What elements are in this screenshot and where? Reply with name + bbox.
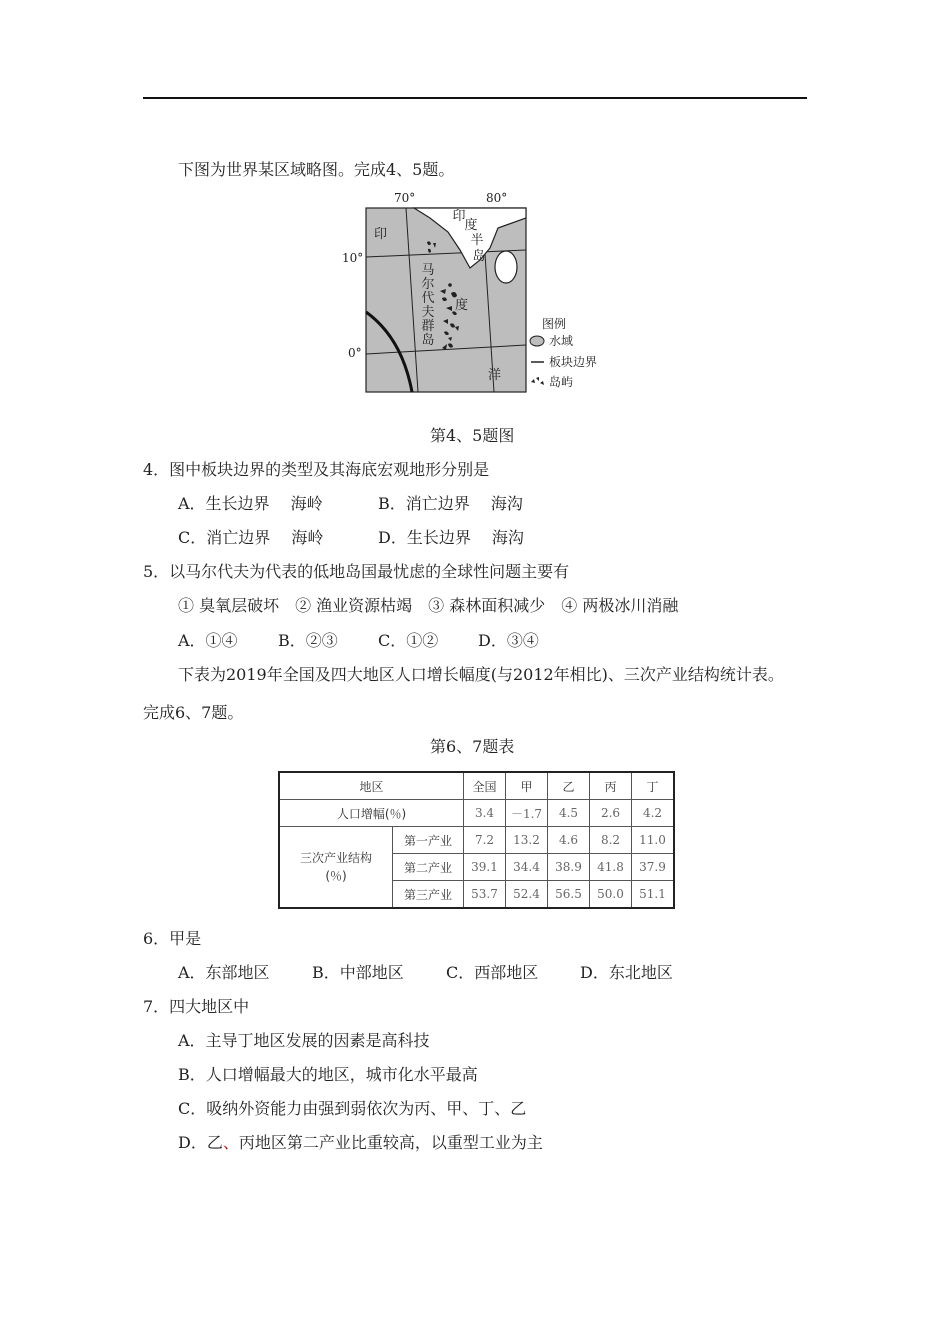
legend-island-label: 岛屿 [549, 375, 574, 389]
q5-option-a: A．①④ [178, 631, 238, 650]
ocean-label-yang: 洋 [488, 368, 502, 383]
lon-70-label: 70° [394, 191, 416, 205]
q6-stem: 6．甲是 [143, 929, 202, 948]
q7-option-d-red-mark: 、 [222, 1133, 239, 1152]
intro-text-2-line2: 完成6、7题。 [143, 703, 244, 722]
legend-boundary-label: 板块边界 [549, 355, 598, 369]
maldives-char: 夫 [421, 305, 435, 320]
header-col: 乙 [548, 772, 590, 800]
q4-option-b: B．消亡边界 海沟 [378, 494, 523, 513]
q7-option-a: A．主导丁地区发展的因素是高科技 [178, 1031, 430, 1050]
table-cell: 8.2 [590, 827, 632, 854]
table-cell: 37.9 [632, 854, 675, 881]
lat-0-label: 0° [348, 346, 362, 360]
maldives-char: 群 [421, 319, 435, 334]
q6-option-a: A．东部地区 [178, 963, 270, 982]
table-cell: 4.6 [548, 827, 590, 854]
q5-option-b: B．②③ [278, 631, 338, 650]
legend-title: 图例 [542, 317, 567, 331]
map-graphic [330, 188, 630, 403]
q7-option-d-pre: D．乙 [178, 1133, 223, 1152]
q4-option-a: A．生长边界 海岭 [178, 494, 323, 513]
q7-stem: 7．四大地区中 [143, 997, 250, 1016]
table-row [279, 827, 674, 854]
table-cell: 41.8 [590, 854, 632, 881]
q5-option-d: D．③④ [478, 631, 539, 650]
table-cell: 39.1 [464, 854, 506, 881]
table-caption: 第6、7题表 [430, 737, 515, 756]
q5-items: ① 臭氧层破坏 ② 渔业资源枯竭 ③ 森林面积减少 ④ 两极冰川消融 [178, 596, 679, 615]
q4-stem: 4．图中板块边界的类型及其海底宏观地形分别是 [143, 460, 490, 479]
lon-80-label: 80° [486, 191, 508, 205]
maldives-char: 岛 [421, 333, 435, 348]
q7-option-c: C．吸纳外资能力由强到弱依次为丙、甲、丁、乙 [178, 1099, 527, 1118]
header-col: 丁 [632, 772, 675, 800]
peninsula-char: 半 [470, 233, 484, 248]
row-label: 第二产业 [393, 854, 464, 881]
table-cell: 50.0 [590, 881, 632, 909]
table-header-row [279, 772, 674, 800]
intro-text-2-line1: 下表为2019年全国及四大地区人口增长幅度(与2012年相比)、三次产业结构统计表。 [178, 665, 784, 684]
intro-text-1: 下图为世界某区域略图。完成4、5题。 [178, 160, 455, 179]
row-label: 第三产业 [393, 881, 464, 909]
maldives-char: 代 [421, 291, 435, 306]
q5-option-c: C．①② [378, 631, 439, 650]
maldives-char: 马 [421, 263, 435, 278]
table-cell: 38.9 [548, 854, 590, 881]
table-cell: －1.7 [506, 800, 548, 827]
region-map [330, 188, 630, 403]
table-cell: 4.2 [632, 800, 675, 827]
table-cell: 13.2 [506, 827, 548, 854]
table-cell: 3.4 [464, 800, 506, 827]
ocean-label-du: 度 [455, 298, 469, 313]
row-label: 第一产业 [393, 827, 464, 854]
table-cell: 51.1 [632, 881, 675, 909]
header-rule [143, 97, 807, 99]
q4-option-c: C．消亡边界 海岭 [178, 528, 324, 547]
struct-label-line1: 三次产业结构 [299, 851, 372, 865]
q7-option-d-post: 丙地区第二产业比重较高，以重型工业为主 [238, 1133, 543, 1152]
q7-option-b: B．人口增幅最大的地区，城市化水平最高 [178, 1065, 478, 1084]
header-region: 地区 [279, 772, 464, 800]
q6-option-c: C．西部地区 [446, 963, 539, 982]
figure-caption: 第4、5题图 [430, 426, 515, 445]
header-col: 丙 [590, 772, 632, 800]
header-col: 甲 [506, 772, 548, 800]
table-cell: 4.5 [548, 800, 590, 827]
struct-label [279, 827, 393, 909]
header-col: 全国 [464, 772, 506, 800]
table-cell: 53.7 [464, 881, 506, 909]
struct-label-line2: (％) [325, 869, 347, 883]
q6-option-d: D．东北地区 [580, 963, 673, 982]
table-cell: 56.5 [548, 881, 590, 909]
table-cell: 7.2 [464, 827, 506, 854]
table-cell: 52.4 [506, 881, 548, 909]
statistics-table [278, 771, 675, 909]
q5-stem: 5．以马尔代夫为代表的低地岛国最忧虑的全球性问题主要有 [143, 562, 570, 581]
q7-option-d [178, 1133, 543, 1153]
table-cell: 2.6 [590, 800, 632, 827]
legend-water-label: 水域 [549, 334, 574, 348]
maldives-char: 尔 [421, 277, 435, 292]
pop-label: 人口增幅(％) [279, 800, 464, 827]
lat-10-label: 10° [342, 251, 364, 265]
table-cell: 34.4 [506, 854, 548, 881]
peninsula-char: 度 [464, 218, 478, 233]
q6-option-b: B．中部地区 [312, 963, 404, 982]
q4-option-d: D．生长边界 海沟 [378, 528, 524, 547]
peninsula-char: 岛 [472, 249, 486, 264]
table-cell: 11.0 [632, 827, 675, 854]
peninsula-char: 印 [452, 209, 466, 224]
table-row [279, 800, 674, 827]
ocean-label-yin: 印 [374, 227, 388, 242]
